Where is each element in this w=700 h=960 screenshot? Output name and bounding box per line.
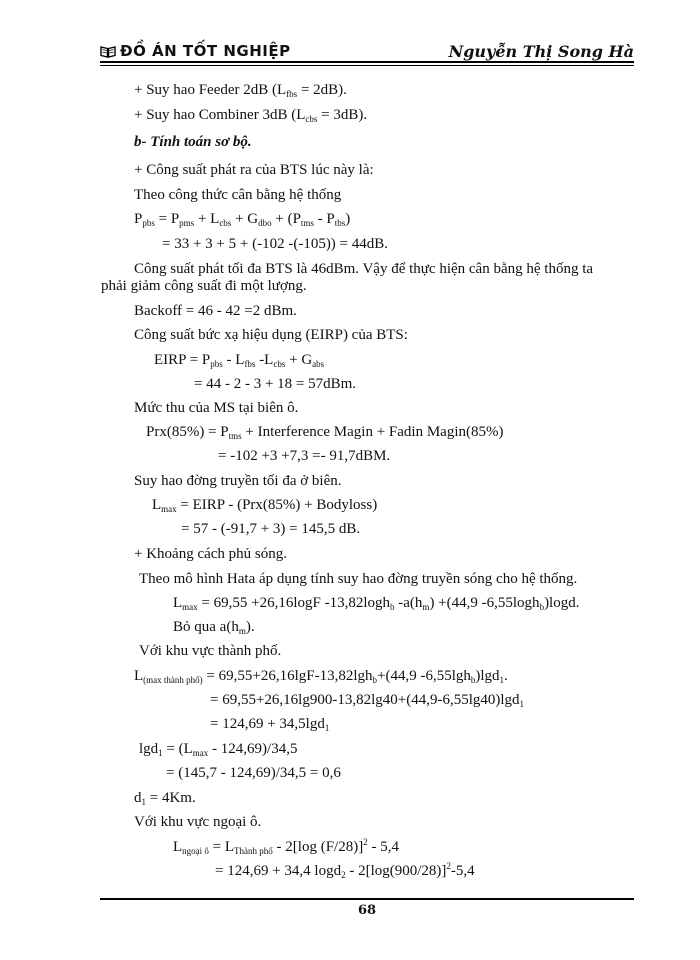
equation-line: $Prx(85\%) = P_{tms}$ + Interference Magin + Fadin Magin(85%) <box>146 424 504 441</box>
equation-line: = -102 +3 +7,3 =- 91,7dBM. <box>218 448 391 464</box>
page-number: 68 <box>357 903 377 918</box>
text-line: + Suy hao Feeder 2dB $(L_{fbs} = 2dB)$. <box>134 82 347 99</box>
equation-line: EIRP = $P_{pbs} - L_{fbs}$ $-L_{cbs} + G_{abs}$ <box>154 352 325 369</box>
equation-line: $d_1 = 4Km$. <box>134 790 196 807</box>
text-line: Công suất bức xạ hiệu dụng (EIRP) của BTS: <box>134 327 408 343</box>
equation-line: $\lg d_1 = (L_{max} - 124,69)/34,5$ <box>139 741 298 758</box>
text-line: Suy hao đờng truyền tối đa ở biên. <box>134 473 342 489</box>
open-book-icon <box>100 44 116 62</box>
equation-line: = (145,7 - 124,69)/34,5 = 0,6 <box>166 765 341 781</box>
header-title <box>100 42 291 62</box>
section-heading: b- Tính toán sơ bộ. <box>134 134 252 150</box>
header-rule-thin <box>100 65 634 66</box>
text-line: Theo mô hình Hata áp dụng tính suy hao đờng truyền sóng cho hệ thống. <box>139 571 578 587</box>
text-line: Backoff = 46 - 42 =2 dBm. <box>134 303 297 319</box>
equation-line: = 33 + 3 + 5 + (-102 -(-105)) = 44dB. <box>162 236 389 252</box>
footer-rule <box>100 898 634 900</box>
text-line: Theo công thức cân bằng hệ thống <box>134 187 342 203</box>
text-line: Công suất phát tối đa BTS là 46dBm. Vậy để thực hiện cân bằng hệ thống ta <box>134 261 594 277</box>
equation-line: = 57 - (-91,7 + 3) = 145,5 dB. <box>181 521 361 537</box>
equation-line: Bỏ qua $a(h_m)$. <box>173 619 255 636</box>
equation-line: = 124,69 + 34,5lgd$_1$ <box>210 716 330 733</box>
header-author: Nguyễn Thị Song Hà <box>448 42 634 61</box>
text-line: phải giảm công suất đi một lượng. <box>101 278 307 294</box>
equation-line: $P_{pbs} = P_{pms} + L_{cbs} + G_{dbo} + (P_{tms} - P_{tbs})$ <box>134 211 351 228</box>
equation-line: $L_{max} = 69,55 +26,16\log F$ -13,82logh$_b$ $-a(h_m) +(44,9$ -6,55logh$_b$)logd. <box>173 595 580 612</box>
equation-line: $L_{max}$ = EIRP - (Prx(85%) + Bodyloss) <box>152 497 378 514</box>
equation-line: $L_{(max thành phố)} = 69,55+26,16\lg F-13,82\lg h_b+(44,9$ -6,55lgh$_b$)lgd$_1$. <box>134 668 508 685</box>
header-rule-thick <box>100 61 634 63</box>
text-line: + Suy hao Combiner 3dB $(L_{cbs} = 3dB)$. <box>134 107 368 124</box>
text-line: Với khu vực ngoại ô. <box>134 814 262 830</box>
text-line: + Khoảng cách phủ sóng. <box>134 546 288 562</box>
equation-line: = 124,69 + 34,4 $\log d_2 - 2[\log(900/28)]^2-5,4$ <box>215 861 475 880</box>
text-line: Với khu vực thành phố. <box>139 643 282 659</box>
text-line: + Công suất phát ra của BTS lúc này là: <box>134 162 374 178</box>
equation-line: = 44 - 2 - 3 + 18 = 57dBm. <box>194 376 357 392</box>
equation-line: $L_{ngoại ô} = L_{Thành phố} - 2[\log$ (F/28)]$^2$ - 5,4 <box>173 837 399 856</box>
equation-line: = 69,55+26,16lg900-13,82lg40+(44,9-6,55lg40)lgd$_1$ <box>210 692 525 709</box>
header-left-text: ĐỒ ÁN TỐT NGHIỆP <box>120 42 291 60</box>
text-line: Mức thu của MS tại biên ô. <box>134 400 299 416</box>
